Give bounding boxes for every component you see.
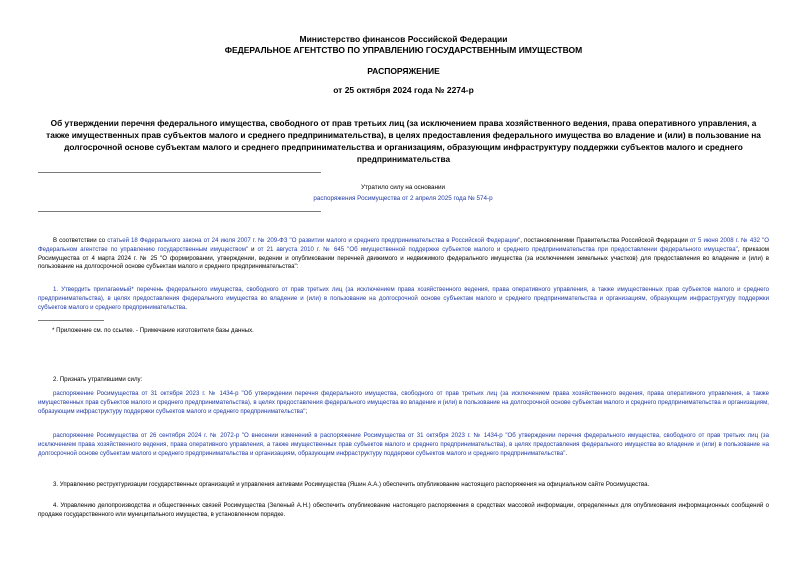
preamble-text-2: , постановлениями Правительства Российской Федерации (520, 237, 690, 244)
item-3-paragraph: 3. Управлению реструктуризации государственных организаций и управления активами Росимущества (Яшин А.А.) обеспечить опубликование настоящего распоряжения на официальном сайте Росимущества. (53, 481, 650, 488)
ministry-name: Министерство финансов Российской Федерации (299, 34, 508, 44)
document-title: Об утверждении перечня федерального имущества, свободного от прав третьих лиц (за исключением права хозяйственного ведения, права оперативного управления, а также имущественных прав субъектов малого и среднего предпринимательства), в целях предоставления федерального имущества во владение и (или) в пользование на долгосрочной основе субъектам малого и среднего предпринимательства и организациям, образующим инфраструктуру поддержки субъектов малого и среднего предпринимательства (46, 118, 761, 164)
decree-645-link[interactable]: от 21 августа 2010 г. № 645 "Об имущественной поддержке субъектов малого и среднего предпринимательства при предоставлении федерального имущества" (257, 245, 738, 253)
order-2072-link[interactable]: распоряжение Росимущества от 26 сентября 2024 г. № 2072-р "О внесении изменений в распоряжение Росимущества от 31 октября 2023 г. № 1434-р "Об утверждении перечня федерального имущества, свободного от прав третьих лиц (за исключением права хозяйственного ведения, права оперативного управления, а также имущественных прав субъектов малого и среднего предпринимательства), в целях предоставления федерального имущества во владение и (или) в пользование на долгосрочной основе субъектам малого и среднего предпринимательства и организациям, образующим инфраструктуру поддержки субъектов малого и среднего предпринимательства" (38, 432, 769, 457)
item-2-a-end: ; (305, 407, 308, 415)
preamble-text-3: и (248, 245, 258, 253)
decree-432-link[interactable]: от 5 июня 2008 г. № 432 "О Федеральном агентстве по управлению государственным имуществом" (38, 237, 769, 253)
item-1-paragraph (38, 286, 769, 312)
lost-force-link[interactable]: распоряжения Росимущества от 2 апреля 2025 года № 574-р (313, 195, 493, 202)
item-1-link[interactable]: 1. Утвердить прилагаемый* перечень федерального имущества, свободного от прав третьих лиц (за исключением права хозяйственного ведения, права оперативного управления, а также имущественных прав субъектов малого и среднего предпринимательства), в целях предоставления федерального имущества во владение и (или) в пользование на долгосрочной основе субъектам малого и среднего предпринимательства и организациям, образующим инфраструктуру поддержки субъектов малого и среднего предпринимательства (38, 286, 769, 311)
bottom-divider (38, 211, 321, 212)
preamble-paragraph (38, 237, 769, 272)
document-date: от 25 октября 2024 года № 2274-р (333, 85, 474, 95)
order-1434-link[interactable]: распоряжение Росимущества от 31 октября 2023 г. № 1434-р "Об утверждении перечня федерального имущества, свободного от прав третьих лиц (за исключением права хозяйственного ведения, права оперативного управления, а также имущественных прав субъектов малого и среднего предпринимательства), в целях предоставления федерального имущества во владение и (или) в пользование на долгосрочной основе субъектам малого и среднего предпринимательства и организациям, образующим инфраструктуру поддержки субъектов малого и среднего предпринимательства" (38, 390, 769, 415)
top-divider (38, 172, 321, 173)
footnote: * Приложение см. по ссылке. - Примечание изготовителя базы данных. (52, 327, 254, 334)
footnote-divider (38, 320, 104, 321)
law-209fz-link[interactable]: статьей 18 Федерального закона от 24 июля 2007 г. № 209-ФЗ "О развитии малого и среднего предпринимательства в Российской Федерации" (107, 237, 521, 244)
preamble-text-1: В соответствии со (53, 237, 108, 244)
item-4-paragraph: 4. Управлению делопроизводства и общественных связей Росимущества (Зеленый А.Н.) обеспечить опубликование настоящего распоряжения в средствах массовой информации, определенных для опубликования информационных сообщений о продаже государственного или муниципального имущества, в установленном порядке. (38, 502, 769, 518)
agency-name: ФЕДЕРАЛЬНОЕ АГЕНТСТВО ПО УПРАВЛЕНИЮ ГОСУДАРСТВЕННЫМ ИМУЩЕСТВОМ (224, 45, 583, 55)
preamble-text-5: : (296, 263, 299, 271)
item-2-b-end: . (565, 449, 568, 457)
item-1-end: . (185, 303, 187, 311)
lost-force-note: Утратило силу на основании (360, 184, 446, 191)
order-25-text: приказом Росимущества от 4 марта 2024 г. № 25 "О формировании, утверждении, ведении и опубликовании перечней движимого и недвижимого федерального имущества (за исключением земельных участков) для предоставления во владение и (или) в пользование на долгосрочной основе субъектам малого и среднего предпринимательства" (38, 245, 770, 271)
document-type: РАСПОРЯЖЕНИЕ (367, 66, 440, 76)
preamble-text-4: , (737, 245, 743, 253)
item-2-a-paragraph (38, 390, 769, 416)
item-2-b-paragraph (38, 432, 769, 458)
item-2-intro: 2. Признать утратившими силу: (53, 376, 143, 383)
